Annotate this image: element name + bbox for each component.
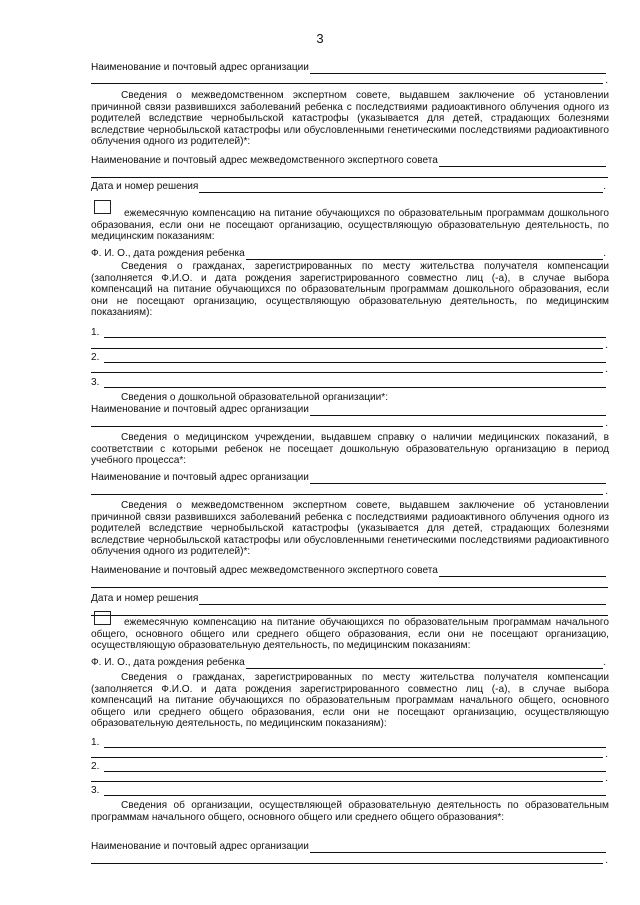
preschool-org-label: Наименование и почтовый адрес организации (91, 403, 309, 415)
decision-line: Дата и номер решения . (91, 180, 606, 192)
continuation-line[interactable]: . (91, 747, 608, 760)
mvk-info-paragraph: Сведения о межведомственном экспертном совете, выдавшем заключение об установлении причинной связи развившихся заболеваний ребенка с последствиями радиоактивного облучения одного из родителей вследствие чернобыльской катастрофы (указывается для детей, страдающих болезнями вследствие чернобыльской катастрофы или обусловленными генетическими последствиями радиоактивного облучения одного из родителей)*: (91, 90, 609, 148)
school-org-line (91, 840, 606, 853)
preschool-org-intro: Сведения о дошкольной образовательной организации*: (121, 392, 389, 403)
mvk-info-paragraph-2: Сведения о межведомственном экспертном совете, выдавшем заключение об установлении причинной связи развившихся заболеваний ребенка с последствиями радиоактивного облучения одного из родителей вследствие чернобыльской катастрофы (указывается для детей, страдающих болезнями вследствие чернобыльской катастрофы или обусловленными генетическими последствиями радиоактивного облучения одного из родителей)*: (91, 500, 609, 558)
preschool-org-field[interactable] (310, 405, 606, 416)
preschool-compensation-text: ежемесячную компенсацию на питание обучающихся по образовательным программам дошкольного образования, если они не посещают организацию, осуществляющую образовательную деятельность, по медицинским показаниям: (91, 208, 609, 243)
citizen-row-3b: 3. (91, 783, 606, 796)
preschool-org-line (91, 403, 606, 416)
school-org-label: Наименование и почтовый адрес организации (91, 840, 309, 852)
decision-label: Дата и номер решения (91, 592, 199, 604)
citizen-field-3[interactable] (104, 377, 606, 388)
citizens-preschool-paragraph: Сведения о гражданах, зарегистрированных по месту жительства получателя компенсации (заполняется Ф.И.О. и дата рождения зарегистрированного совместно лиц (-а), в случае выбора компенсаций на питание обучающихся по образовательным программам дошкольного образования, если они не посещают организацию, осуществляющую образовательную деятельность, по медицинским показаниям): (91, 261, 609, 319)
mvk-address-field[interactable] (439, 156, 606, 167)
mvk-address-field-2[interactable] (439, 566, 606, 577)
continuation-line[interactable]: . (91, 484, 608, 497)
child-field[interactable] (246, 249, 603, 260)
citizen-field-3b[interactable] (104, 785, 606, 796)
citizens-school-paragraph: Сведения о гражданах, зарегистрированных по месту жительства получателя компенсации (заполняется Ф.И.О. и дата рождения зарегистрированного совместно лиц (-а), в случае выбора компенсаций на питание обучающихся по образовательным программам начального общего, основного общего или среднего общего образования, если они не посещают организацию, осуществляющую образовательную деятельность, по медицинским показаниям): (91, 672, 609, 730)
mvk-address-label: Наименование и почтовый адрес межведомственного экспертного совета (91, 154, 438, 166)
decision-field[interactable] (199, 182, 603, 193)
citizen-row-1: 1. (91, 325, 606, 338)
school-org-paragraph: Сведения об организации, осуществляющей образовательную деятельность по образовательным программам начального общего, основного общего или среднего общего образования*: (91, 800, 609, 823)
child-line: Ф. И. О., дата рождения ребенка . (91, 247, 606, 259)
medical-org-field[interactable] (310, 473, 606, 484)
child-line-2: Ф. И. О., дата рождения ребенка . (91, 656, 606, 668)
continuation-line[interactable]: . (91, 338, 608, 351)
medical-org-label: Наименование и почтовый адрес организации (91, 471, 309, 483)
medical-paragraph: Сведения о медицинском учреждении, выдавшем справку о наличии медицинских показаний, в соответствии с которыми ребенок не посещает дошкольную образовательную организацию в период учебного процесса*: (91, 432, 609, 467)
continuation-line[interactable]: . (91, 416, 608, 429)
continuation-line[interactable]: . (91, 853, 608, 866)
page-number: 3 (316, 31, 324, 46)
org-address-label: Наименование и почтовый адрес организации (91, 61, 309, 73)
school-compensation-text: ежемесячную компенсацию на питание обучающихся по образовательным программам начального общего, основного общего или среднего общего образования, если они не посещают организацию, осуществляющую образовательную деятельность, по медицинским показаниям: (91, 617, 609, 652)
child-field-2[interactable] (246, 658, 603, 669)
mvk-address-line (91, 154, 606, 167)
mvk-address-line-2 (91, 564, 606, 577)
decision-line-2 (91, 592, 606, 605)
continuation-line[interactable]: . (91, 362, 608, 375)
continuation-line[interactable]: . (91, 771, 608, 784)
child-label: Ф. И. О., дата рождения ребенка (91, 656, 245, 668)
mvk-address-label: Наименование и почтовый адрес межведомственного экспертного совета (91, 564, 438, 576)
child-label: Ф. И. О., дата рождения ребенка (91, 247, 245, 259)
decision-field-2[interactable] (199, 594, 606, 605)
citizen-field-1[interactable] (104, 327, 606, 338)
citizen-row-3: 3. (91, 375, 606, 388)
citizen-row-1b: 1. (91, 735, 606, 748)
school-org-field[interactable] (310, 842, 606, 853)
decision-label: Дата и номер решения (91, 180, 199, 192)
citizen-row-2b: 2. (91, 759, 606, 772)
continuation-line[interactable] (91, 577, 608, 590)
continuation-line[interactable] (91, 167, 608, 180)
continuation-line[interactable]: . (91, 73, 608, 86)
medical-org-line (91, 471, 606, 484)
citizen-row-2: 2. (91, 350, 606, 363)
